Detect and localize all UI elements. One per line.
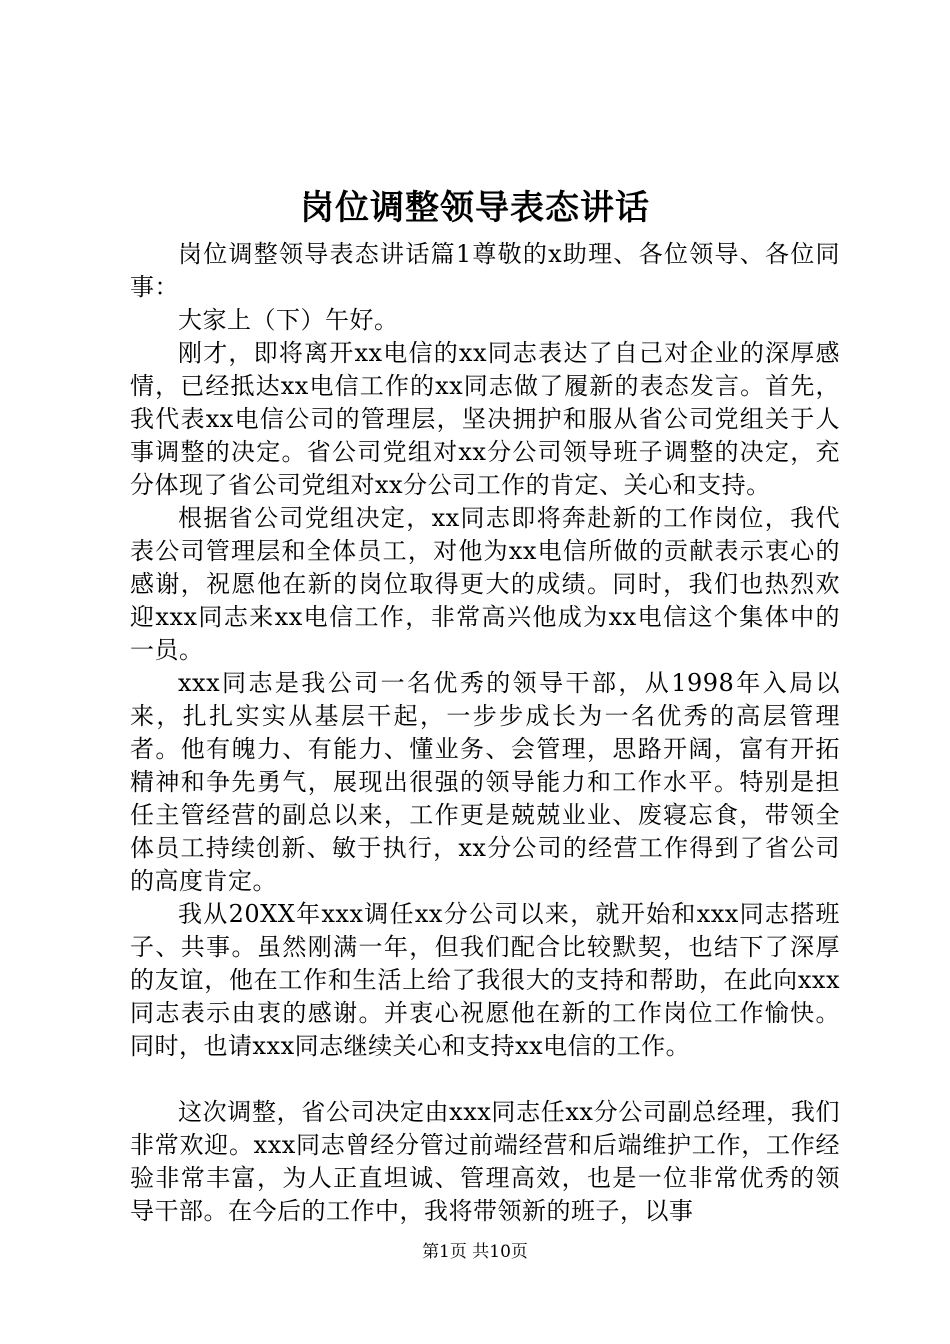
paragraph-greeting: 大家上（下）午好。 <box>178 306 399 334</box>
paragraph-body: 刚才，即将离开xx电信的xx同志表达了自己对企业的深厚感情，已经抵达xx电信工作的xx同志做了履新的表态发言。首先，我代表xx电信公司的管理层，坚决拥护和服从省公司党组关于人事调整的决定。省公司党组对xx分公司领导班子调整的决定，充分体现了省公司党组对xx分公司工作的肯定、关心和支持。 <box>130 339 840 499</box>
paragraph-salutation: 岗位调整领导表态讲话篇1尊敬的x助理、各位领导、各位同事： <box>130 240 840 301</box>
paragraph-body: 我从20XX年xxx调任xx分公司以来，就开始和xxx同志搭班子、共事。虽然刚满一年，但我们配合比较默契，也结下了深厚的友谊，他在工作和生活上给了我很大的支持和帮助，在此向xxx同志表示由衷的感谢。并衷心祝愿他在新的工作岗位工作愉快。同时，也请xxx同志继续关心和支持xx电信的工作。 <box>130 900 840 1060</box>
paragraph-body: 这次调整，省公司决定由xxx同志任xx分公司副总经理，我们非常欢迎。xxx同志曾经分管过前端经营和后端维护工作，工作经验非常丰富，为人正直坦诚、管理高效，也是一位非常优秀的领导干部。在今后的工作中，我将带领新的班子，以事 <box>130 1098 840 1225</box>
page-footer: 第1页 共10页 <box>422 1242 528 1262</box>
paragraph-body: 根据省公司党组决定，xx同志即将奔赴新的工作岗位，我代表公司管理层和全体员工，对他为xx电信所做的贡献表示衷心的感谢，祝愿他在新的岗位取得更大的成绩。同时，我们也热烈欢迎xxx同志来xx电信工作，非常高兴他成为xx电信这个集体中的一员。 <box>130 504 840 664</box>
paragraph-body: xxx同志是我公司一名优秀的领导干部，从1998年入局以来，扎扎实实从基层干起，一步步成长为一名优秀的高层管理者。他有魄力、有能力、懂业务、会管理，思路开阔，富有开拓精神和争先勇气，展现出很强的领导能力和工作水平。特别是担任主管经营的副总以来，工作更是兢兢业业、废寝忘食，带领全体员工持续创新、敏于执行，xx分公司的经营工作得到了省公司的高度肯定。 <box>130 669 840 895</box>
document-title: 岗位调整领导表态讲话 <box>300 188 650 228</box>
document-body <box>130 238 840 1228</box>
